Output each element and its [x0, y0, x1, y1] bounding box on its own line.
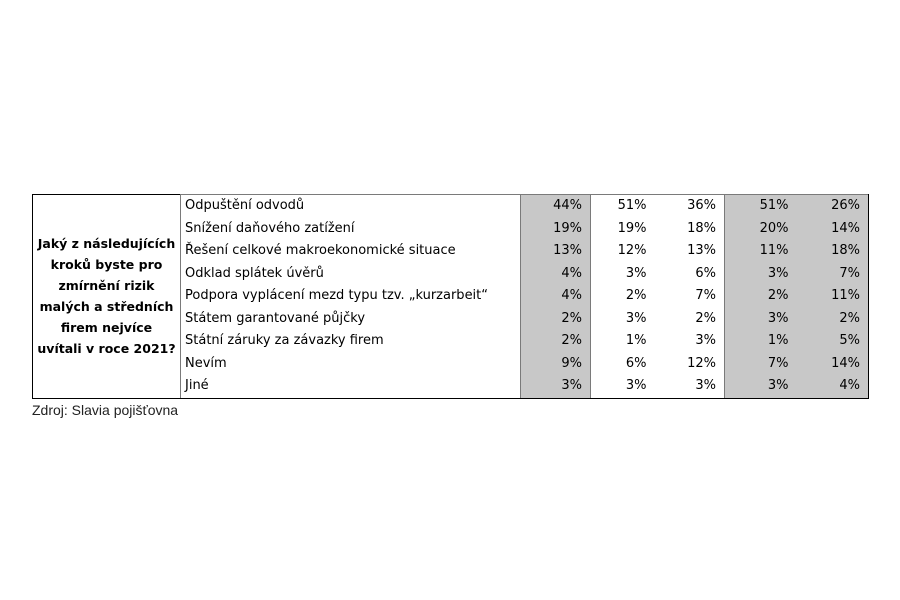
value-cell: 3% — [725, 375, 797, 398]
answer-label: Nevím — [185, 355, 227, 371]
survey-table — [32, 194, 868, 397]
value-cell: 6% — [655, 263, 725, 286]
value-cell: 20% — [725, 218, 797, 241]
results-table — [32, 194, 869, 399]
value-cell: 4% — [521, 263, 591, 286]
value-cell: 11% — [725, 240, 797, 263]
value-cell: 2% — [797, 308, 869, 331]
value-cell: 51% — [591, 195, 655, 218]
answer-label: Podpora vyplácení mezd typu tzv. „kurzarbeit“ — [185, 288, 489, 303]
value-cell: 11% — [797, 285, 869, 308]
value-cell: 2% — [521, 330, 591, 353]
value-cell: 3% — [625, 310, 647, 326]
value-cell: 12% — [655, 353, 725, 376]
answer-label: Odpuštění odvodů — [181, 195, 521, 218]
value-cell: 2% — [625, 288, 647, 303]
value-cell: 1% — [625, 333, 647, 348]
value-cell: 18% — [655, 218, 725, 241]
value-cell: 2% — [655, 308, 725, 331]
value-cell: 14% — [797, 353, 869, 376]
value-cell: 4% — [797, 375, 869, 398]
value-cell: 3% — [655, 330, 725, 353]
value-cell: 51% — [725, 195, 797, 218]
value-cell: 6% — [625, 355, 647, 371]
value-cell: 1% — [725, 330, 797, 353]
source-note: Zdroj: Slavia pojišťovna — [32, 402, 179, 418]
answer-label: Snížení daňového zatížení — [185, 220, 355, 236]
value-cell: 36% — [655, 195, 725, 218]
value-cell: 12% — [617, 243, 647, 258]
value-cell: 3% — [655, 375, 725, 398]
value-cell: 3% — [521, 375, 591, 398]
value-cell: 3% — [591, 375, 655, 398]
value-cell: 14% — [797, 218, 869, 241]
value-cell: 7% — [797, 263, 869, 286]
answer-label: Odklad splátek úvěrů — [185, 265, 324, 281]
value-cell: 4% — [521, 285, 591, 308]
value-cell: 13% — [655, 240, 725, 263]
value-cell: 7% — [725, 353, 797, 376]
value-cell: 18% — [797, 240, 869, 263]
value-cell: 2% — [521, 308, 591, 331]
value-cell: 5% — [797, 330, 869, 353]
answer-label: Jiné — [181, 375, 521, 398]
value-cell: 7% — [655, 285, 725, 308]
question-cell: Jaký z následujících kroků byste pro zmírnění rizik malých a středních firem nejvíce uvítali v roce 2021? — [33, 195, 181, 399]
answer-label: Státem garantované půjčky — [185, 310, 366, 326]
value-cell: 19% — [521, 218, 591, 241]
value-cell: 3% — [625, 265, 647, 281]
value-cell: 3% — [725, 263, 797, 286]
table-row — [33, 195, 869, 218]
answer-label: Státní záruky za závazky firem — [185, 333, 384, 348]
value-cell: 26% — [797, 195, 869, 218]
value-cell: 9% — [521, 353, 591, 376]
answer-label: Řešení celkové makroekonomické situace — [185, 243, 456, 258]
value-cell: 13% — [521, 240, 591, 263]
value-cell: 3% — [725, 308, 797, 331]
value-cell: 19% — [617, 220, 647, 236]
value-cell: 44% — [521, 195, 591, 218]
value-cell: 2% — [725, 285, 797, 308]
